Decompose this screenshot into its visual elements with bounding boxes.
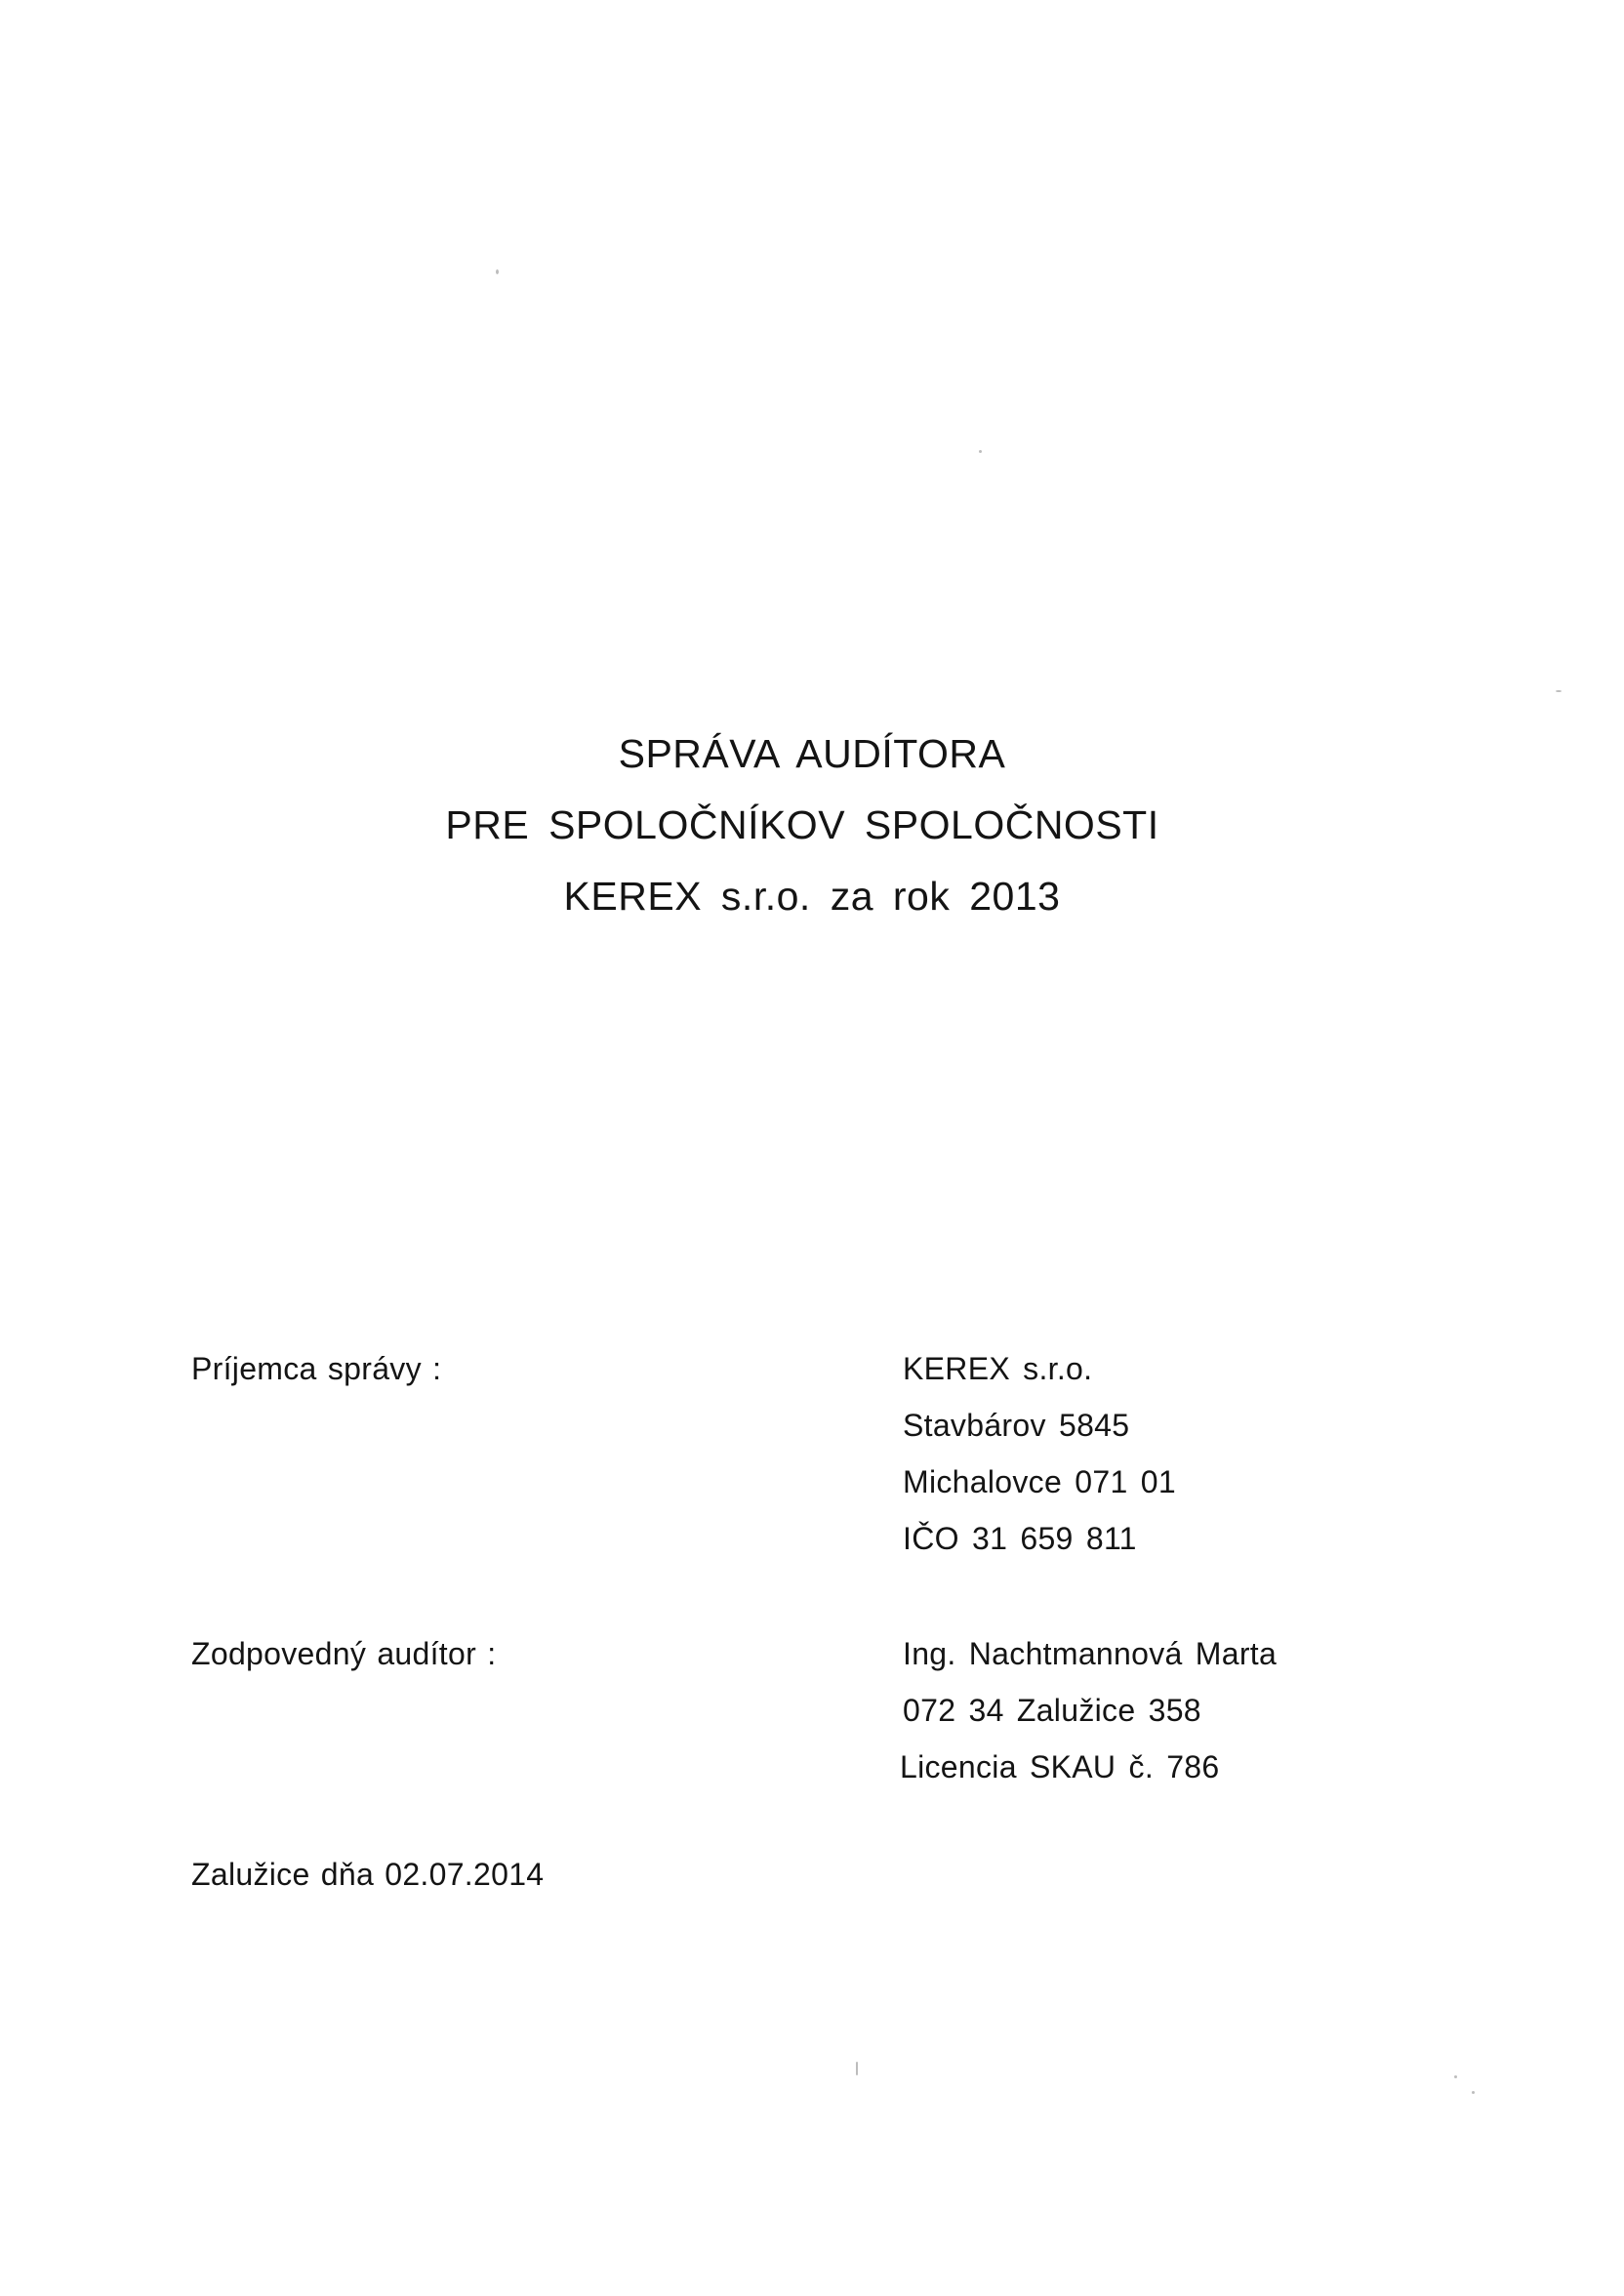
recipient-company: KEREX s.r.o. (903, 1351, 1093, 1386)
recipient-details (903, 1353, 1176, 1579)
auditor-address: 072 34 Zalužice 358 (903, 1693, 1201, 1728)
title-line-3: KEREX s.r.o. za rok 2013 (563, 874, 1061, 919)
recipient-street: Stavbárov 5845 (903, 1408, 1130, 1443)
auditor-license: Licencia SKAU č. 786 (900, 1749, 1220, 1784)
scan-speck (1454, 2075, 1457, 2078)
recipient-city: Michalovce 071 01 (903, 1464, 1176, 1499)
title-line-2: PRE SPOLOČNÍKOV SPOLOČNOSTI (445, 802, 1159, 847)
auditor-name: Ing. Nachtmannová Marta (903, 1636, 1278, 1671)
scan-speck (856, 2062, 858, 2075)
auditor-label: Zodpovedný audítor : (191, 1636, 497, 1671)
recipient-label: Príjemca správy : (191, 1351, 442, 1386)
report-title (0, 731, 1624, 948)
recipient-ico: IČO 31 659 811 (903, 1521, 1137, 1556)
scan-speck (496, 269, 499, 274)
auditor-details (900, 1636, 1278, 1808)
scan-speck (1472, 2091, 1475, 2094)
place-date: Zalužice dňa 02.07.2014 (191, 1857, 545, 1892)
scan-speck (979, 450, 982, 453)
scan-speck (1556, 690, 1562, 692)
title-line-1: SPRÁVA AUDÍTORA (618, 731, 1006, 776)
